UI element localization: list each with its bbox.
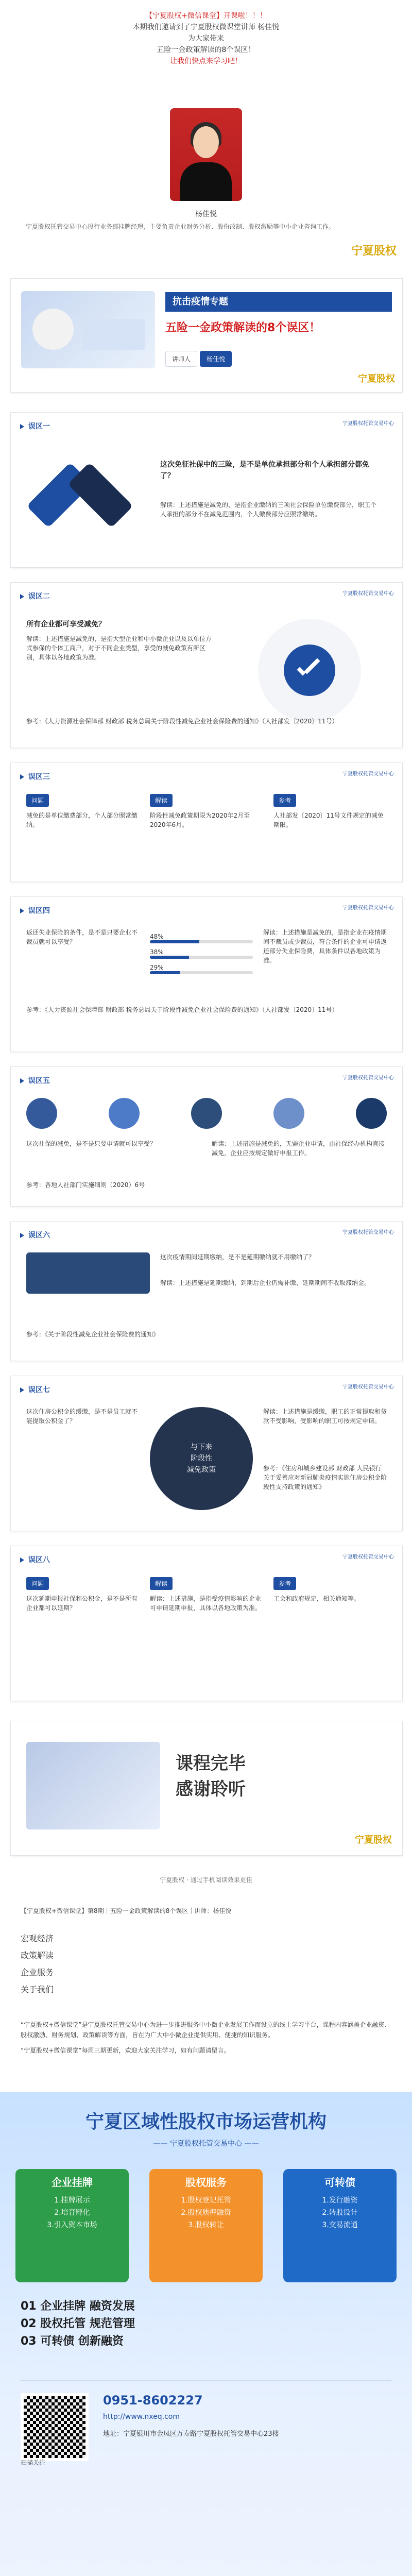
article-menu-item[interactable]: 政策解读 xyxy=(21,1951,54,1960)
slide-7-answer: 解读：上述措施是缓缴，职工的正常提取和贷款不受影响，受影响的职工可按规定申请。 xyxy=(263,1408,387,1425)
promo-section xyxy=(0,2092,412,2576)
slide-2-check-icon xyxy=(258,619,361,722)
slide-4-logo: 宁夏股权托管交易中心 xyxy=(342,905,394,911)
slide-4-left-text: 返还失业保险的条件，是不是只要企业不裁员就可以享受？ xyxy=(26,929,138,945)
slide-4-pct-1: 48% xyxy=(150,933,164,940)
closing-brand: 宁夏股权 xyxy=(355,1835,392,1845)
article-meta-text: 【宁夏股权+微信课堂】第8期｜五险一金政策解读的8个误区｜讲师：杨佳悦 xyxy=(21,1907,232,1914)
speaker-name: 杨佳悦 xyxy=(195,210,217,218)
promo-service-col-1 xyxy=(15,2169,129,2282)
cover-speaker-button[interactable]: 讲师人 xyxy=(165,351,197,367)
slide-1-body: 解读：上述措施是减免的，是指企业缴纳的三项社会保险单位缴费部分，职工个人承担的部分不在减免范围内，个人缴费部分应照常缴纳。 xyxy=(160,501,377,518)
promo-slogans xyxy=(21,2298,391,2350)
slide-8-col-3 xyxy=(273,1577,387,1603)
qr-code xyxy=(21,2393,89,2461)
slide-8-col-1-header: 问题 xyxy=(26,1577,49,1590)
promo-contact xyxy=(21,2380,391,2468)
closing-line-2: 感谢聆听 xyxy=(176,1779,246,1800)
slide-7-center-circle: 与下来 阶段性 减免政策 xyxy=(150,1407,253,1510)
article-menu xyxy=(0,1932,412,1995)
speaker-photo-face xyxy=(193,126,219,158)
promo-service-col-3-item: 2.转股设计 xyxy=(322,2209,358,2217)
article-menu-item[interactable]: 关于我们 xyxy=(21,1985,54,1994)
slide-4-tag: 误区四 xyxy=(20,905,50,916)
article-para-1: “宁夏股权+微信课堂”是宁夏股权托管交易中心为进一步推进服务中小微企业发展工作而设立的线上学习平台，课程内容涵盖企业融资、股权激励、财务规划、政策解读等方面，旨在为广大中小微企业提供实用、便捷的知识服务。 xyxy=(21,2021,391,2039)
slide-3-col-2-text: 阶段性减免政策期限为2020年2月至2020年6月。 xyxy=(150,812,250,828)
slide-3-col-1-header: 问题 xyxy=(26,794,49,807)
promo-service-col-1-item: 2.培育孵化 xyxy=(54,2209,90,2217)
slide-2 xyxy=(10,582,403,748)
promo-slogan: 02 股权托管 规范管理 xyxy=(21,2317,135,2330)
promo-service-col-2-title: 股权服务 xyxy=(185,2176,227,2189)
article-caption-text: 宁夏股权 · 通过手机阅读效果更佳 xyxy=(160,1876,252,1884)
closing-line-1: 课程完毕 xyxy=(176,1753,246,1774)
slide-3-col-1-text: 减免的是单位缴费部分，个人部分照常缴纳。 xyxy=(26,812,138,828)
promo-slogan: 01 企业挂牌 融资发展 xyxy=(21,2300,135,2313)
header-line-5: 让我们快点来学习吧！ xyxy=(170,57,242,65)
slide-8-col-2 xyxy=(150,1577,263,1613)
speaker-bio: 宁夏股权托管交易中心投行业务部挂牌经理，主要负责企业财务分析、股份改制、股权激励等中小企业咨询工作。 xyxy=(26,223,335,230)
closing-slide xyxy=(10,1721,403,1856)
cover-label: 抗击疫情专题 xyxy=(165,292,392,312)
slide-3-col-3-text: 人社部发〔2020〕11号文件规定的减免期限。 xyxy=(273,812,384,828)
cover-speaker xyxy=(165,351,232,367)
header-intro xyxy=(0,10,412,67)
slide-7-logo: 宁夏股权托管交易中心 xyxy=(342,1384,394,1390)
speaker-photo xyxy=(170,108,242,201)
slide-8 xyxy=(10,1546,403,1701)
slide-5-answer: 解读：上述措施是减免的，无需企业申请，由社保经办机构直接减免，企业应按规定做好申报工作。 xyxy=(212,1140,385,1157)
promo-service-col-1-item: 1.挂牌展示 xyxy=(54,2196,90,2205)
slide-6-logo: 宁夏股权托管交易中心 xyxy=(342,1230,394,1235)
promo-service-columns xyxy=(15,2169,397,2282)
slide-8-col-2-text: 解读：上述措施，是指受疫情影响的企业可申请延期申报，具体以各地政策为准。 xyxy=(150,1595,262,1612)
header-line-2: 本期我们邀请到了宁夏股权微课堂讲师 杨佳悦 xyxy=(132,23,280,31)
slide-4-bar-2 xyxy=(150,956,253,959)
slide-5-body: 这次社保的减免，是不是只要申请就可以享受？ xyxy=(26,1140,157,1147)
slide-5-tag: 误区五 xyxy=(20,1075,50,1086)
slide-4-pct-2: 38% xyxy=(150,948,164,956)
slide-8-col-3-header: 参考 xyxy=(273,1577,296,1590)
slide-8-col-1-text: 这次延期申报社保和公积金，是不是所有企业都可以延期？ xyxy=(26,1595,138,1612)
slide-2-logo: 宁夏股权托管交易中心 xyxy=(342,591,394,597)
brand-logo-top: 宁夏股权 xyxy=(351,245,397,258)
article-menu-list xyxy=(21,1932,391,1995)
slide-3-col-2 xyxy=(150,794,263,829)
promo-service-col-3-item: 3.交易流通 xyxy=(322,2221,358,2229)
slide-6 xyxy=(10,1221,403,1361)
slide-7 xyxy=(10,1376,403,1531)
qr-label: 扫描关注 xyxy=(21,2459,46,2466)
slide-8-col-3-text: 工会和政府规定，相关通知等。 xyxy=(273,1595,360,1602)
slide-4-bar-1 xyxy=(150,940,253,943)
slide-2-body: 解读：上述措施是减免的，是指大型企业和中小微企业以及以单位方式参保的个体工商户，对于不同企业类型，享受的减免政策有所区别，具体以各地政策为准。 xyxy=(26,635,212,661)
speaker-photo-body xyxy=(180,162,232,201)
cover-image xyxy=(21,291,155,368)
slide-8-col-1 xyxy=(26,1577,140,1613)
slide-1 xyxy=(10,412,403,568)
slide-3-col-2-header: 解读 xyxy=(150,794,173,807)
header-line-4: 五险一金政策解读的8个误区！ xyxy=(157,46,255,54)
slide-6-source: 参考：《关于阶段性减免企业社会保险费的通知》 xyxy=(26,1331,160,1338)
promo-slogan: 03 可转债 创新融资 xyxy=(21,2335,124,2348)
promo-service-col-3 xyxy=(283,2169,397,2282)
slide-4-bar-3 xyxy=(150,971,253,974)
slide-5 xyxy=(10,1066,403,1207)
slide-8-tag: 误区八 xyxy=(20,1554,50,1565)
slide-3-col-3-header: 参考 xyxy=(273,794,296,807)
header-line-1: 【宁夏股权+微信课堂】开课啦！！！ xyxy=(145,12,267,20)
promo-service-col-2-item: 3.股权转让 xyxy=(188,2221,224,2229)
slide-8-logo: 宁夏股权托管交易中心 xyxy=(342,1554,394,1560)
slide-6-body: 这次疫情期间延期缴纳，是不是延期缴纳就不用缴纳了？ xyxy=(160,1253,315,1261)
closing-image xyxy=(26,1742,160,1829)
promo-address: 地址：宁夏银川市金凤区万寿路宁夏股权托管交易中心23楼 xyxy=(103,2430,279,2438)
cover-brand: 宁夏股权 xyxy=(358,374,395,384)
cover-speaker-name: 杨佳悦 xyxy=(200,351,232,367)
promo-service-col-3-title: 可转债 xyxy=(324,2176,355,2189)
slide-6-answer: 解读：上述措施是延期缴纳，到期后企业仍需补缴，延期期间不收取滞纳金。 xyxy=(160,1279,371,1286)
slide-7-tag: 误区七 xyxy=(20,1384,50,1395)
promo-service-col-3-item: 1.发行融资 xyxy=(322,2196,358,2205)
slide-2-headline: 所有企业都可享受减免？ xyxy=(26,620,106,629)
slide-3-tag: 误区三 xyxy=(20,771,50,782)
slide-7-source: 参考：《住房和城乡建设部 财政部 人民银行关于妥善应对新冠肺炎疫情实施住房公积金阶段性支持政策的通知》 xyxy=(263,1465,387,1490)
slide-3 xyxy=(10,762,403,882)
slide-4-right-text: 解读：上述措施是减免的，是指企业在疫情期间不裁员或少裁员，符合条件的企业可申请返还部分失业保险费，具体条件以各地政策为准。 xyxy=(263,929,387,964)
promo-phone[interactable]: 0951-8602227 xyxy=(103,2393,203,2408)
promo-service-col-2 xyxy=(149,2169,263,2282)
slide-4 xyxy=(10,896,403,1052)
promo-service-col-2-item: 1.股权登记托管 xyxy=(181,2196,231,2205)
promo-title: 宁夏区域性股权市场运营机构 xyxy=(85,2111,327,2132)
slide-1-graphic xyxy=(28,449,142,541)
article-para xyxy=(0,2020,412,2056)
slide-3-col-1 xyxy=(26,794,140,829)
article-menu-item[interactable]: 企业服务 xyxy=(21,1968,54,1977)
slide-4-source: 参考：《人力资源社会保障部 财政部 税务总局关于阶段性减免企业社会保险费的通知》（人社部发〔2020〕11号） xyxy=(26,1006,338,1013)
slide-1-logo: 宁夏股权托管交易中心 xyxy=(342,421,394,427)
promo-website[interactable]: http://www.nxeq.com xyxy=(103,2413,180,2421)
slide-3-col-3 xyxy=(273,794,387,829)
cover-slide xyxy=(10,278,403,393)
promo-service-col-2-item: 2.股权质押融资 xyxy=(181,2209,231,2217)
slide-7-body: 这次住房公积金的缓缴，是不是员工就不能提取公积金了？ xyxy=(26,1408,138,1425)
article-para-2: “宁夏股权+微信课堂”每周三期更新，欢迎大家关注学习，如有问题请留言。 xyxy=(21,2047,230,2054)
slide-5-logo: 宁夏股权托管交易中心 xyxy=(342,1075,394,1081)
slide-4-pct-3: 29% xyxy=(150,964,164,971)
slide-3-logo: 宁夏股权托管交易中心 xyxy=(342,771,394,777)
slide-8-col-2-header: 解读 xyxy=(150,1577,173,1590)
promo-service-col-1-title: 企业挂牌 xyxy=(52,2176,93,2189)
slide-2-source: 参考：《人力资源社会保障部 财政部 税务总局关于阶段性减免企业社会保险费的通知》（人社部发〔2020〕11号） xyxy=(26,718,338,725)
article-menu-item[interactable]: 宏观经济 xyxy=(21,1934,54,1943)
slide-6-tag: 误区六 xyxy=(20,1230,50,1240)
promo-subtitle: —— 宁夏股权托管交易中心 —— xyxy=(153,2140,259,2148)
slide-5-source: 参考：各地人社部门实施细则（2020）6号 xyxy=(26,1181,145,1189)
slide-1-headline: 这次免征社保中的三险，是不是单位承担部分和个人承担部分都免了？ xyxy=(160,461,369,480)
slide-1-tag: 误区一 xyxy=(20,421,50,431)
slide-5-photo-row xyxy=(26,1098,387,1129)
slide-4-bars xyxy=(150,933,253,974)
cover-title: 五险一金政策解读的8个误区！ xyxy=(165,321,321,334)
header-line-3: 为大家带来 xyxy=(188,35,224,43)
slide-2-tag: 误区二 xyxy=(20,591,50,601)
slide-6-image xyxy=(26,1252,150,1294)
promo-service-col-1-item: 3.引入资本市场 xyxy=(47,2221,97,2229)
